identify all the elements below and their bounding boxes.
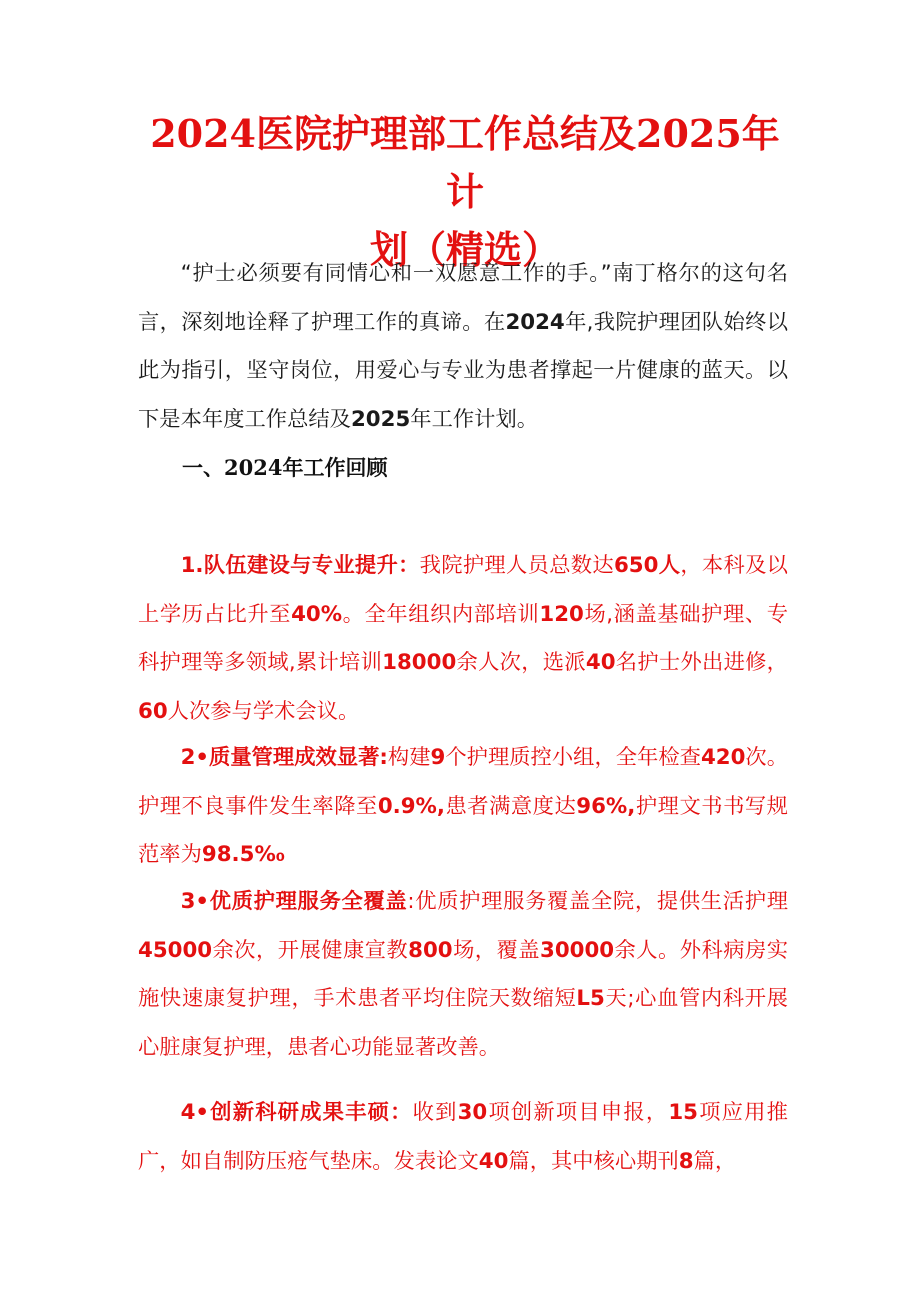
- title-line-2: 划（精选）: [369, 227, 560, 272]
- p1-text-7: 人次参与学术会议。: [167, 698, 360, 724]
- p3-value-1: 45000: [138, 937, 213, 963]
- p4-value-4: 8: [678, 1148, 694, 1174]
- p2-value-5: 98.5%₀: [201, 842, 286, 867]
- p1-text-5: 余人次，选派: [456, 650, 586, 675]
- p1-value-3: 120: [539, 601, 584, 627]
- p4-text-2: 项创新项目申报，: [487, 1100, 669, 1125]
- p2-text-5: 护理文书书写规范率为: [138, 793, 788, 867]
- p1-lead: 1.队伍建设与专业提升：: [180, 553, 420, 578]
- p3-value-4: L5: [576, 986, 605, 1011]
- intro-year-2024: 2024: [505, 309, 565, 335]
- p2-text-2: 个护理质控小组，全年检查: [445, 745, 701, 770]
- p4-value-1: 30: [457, 1100, 488, 1125]
- p1-text-2: ，本科及以上学历占比升至: [138, 553, 788, 627]
- p3-text-2: 余次，开展健康宣教: [212, 937, 409, 963]
- p1-value-2: 40%: [291, 601, 343, 627]
- intro-paragraph: [138, 250, 788, 444]
- section-heading-review: 一、2024年工作回顾: [182, 455, 388, 480]
- p1-value-5: 40: [585, 650, 616, 675]
- p1-text-1: 我院护理人员总数达: [419, 553, 614, 578]
- p2-value-2: 420: [700, 745, 746, 770]
- paragraph-quality-management: [138, 734, 788, 880]
- p3-value-3: 30000: [540, 937, 615, 963]
- p2-value-3: 0.9%,: [377, 793, 445, 819]
- p1-text-6: 名护士外出进修，: [615, 650, 788, 675]
- p3-text-4: 余人。外科病房实施快速康复护理，手术患者平均住院天数缩短: [138, 937, 788, 1011]
- p2-lead: 2•质量管理成效显著:: [180, 745, 388, 770]
- paragraph-innovation: [138, 1089, 788, 1186]
- p4-text-4: 篇，其中核心期刊: [508, 1148, 679, 1174]
- p4-lead: 4•创新科研成果丰硕：: [180, 1100, 413, 1125]
- p2-text-4: 患者满意度达: [444, 793, 577, 819]
- p3-value-2: 800: [408, 937, 453, 963]
- p1-value-6: 60: [138, 698, 168, 724]
- paragraph-quality-care: [138, 878, 788, 1072]
- p2-value-1: 9: [430, 745, 446, 770]
- p2-text-3: 次。护理不良事件发生率降至: [138, 745, 789, 819]
- intro-text-2: 年,我院护理团队始终以此为指引，坚守岗位，用爱心与专业为患者撑起一片健康的蓝天。以下是本年度工作总结及: [138, 309, 788, 432]
- p4-value-2: 15: [668, 1100, 698, 1125]
- p1-text-3: 。全年组织内部培训: [342, 601, 540, 627]
- p4-text-3: 项应用推广，如自制防压疮气垫床。发表论文: [138, 1100, 788, 1174]
- p2-value-4: 96%,: [576, 793, 636, 819]
- p1-value-1: 650人: [613, 553, 681, 578]
- paragraph-team-building: [138, 542, 788, 736]
- p4-value-3: 40: [478, 1148, 509, 1174]
- p3-text-3: 场，覆盖: [452, 937, 541, 963]
- p1-text-4: 场,涵盖基础护理、专科护理等多领域,累计培训: [138, 601, 788, 675]
- p3-lead: 3•优质护理服务全覆盖: [180, 889, 408, 914]
- p2-text-1: 构建: [387, 745, 431, 770]
- p3-text-5: 天;心血管内科开展心脏康复护理，患者心功能显著改善。: [138, 986, 788, 1060]
- p4-text-1: 收到: [412, 1100, 458, 1125]
- intro-text-1: “护士必须要有同情心和一双愿意工作的手。”南丁格尔的这句名言，深刻地诠释了护理工作的真谛。在: [138, 261, 788, 335]
- p3-text-1: :优质护理服务覆盖全院，提供生活护理: [407, 889, 788, 914]
- p4-text-5: 篇，: [693, 1148, 737, 1174]
- intro-year-2025: 2025: [350, 406, 411, 432]
- title-line-1: 2024医院护理部工作总结及2025年计: [150, 111, 780, 214]
- intro-text-3: 年工作计划。: [410, 406, 539, 432]
- p1-value-4: 18000: [382, 650, 457, 675]
